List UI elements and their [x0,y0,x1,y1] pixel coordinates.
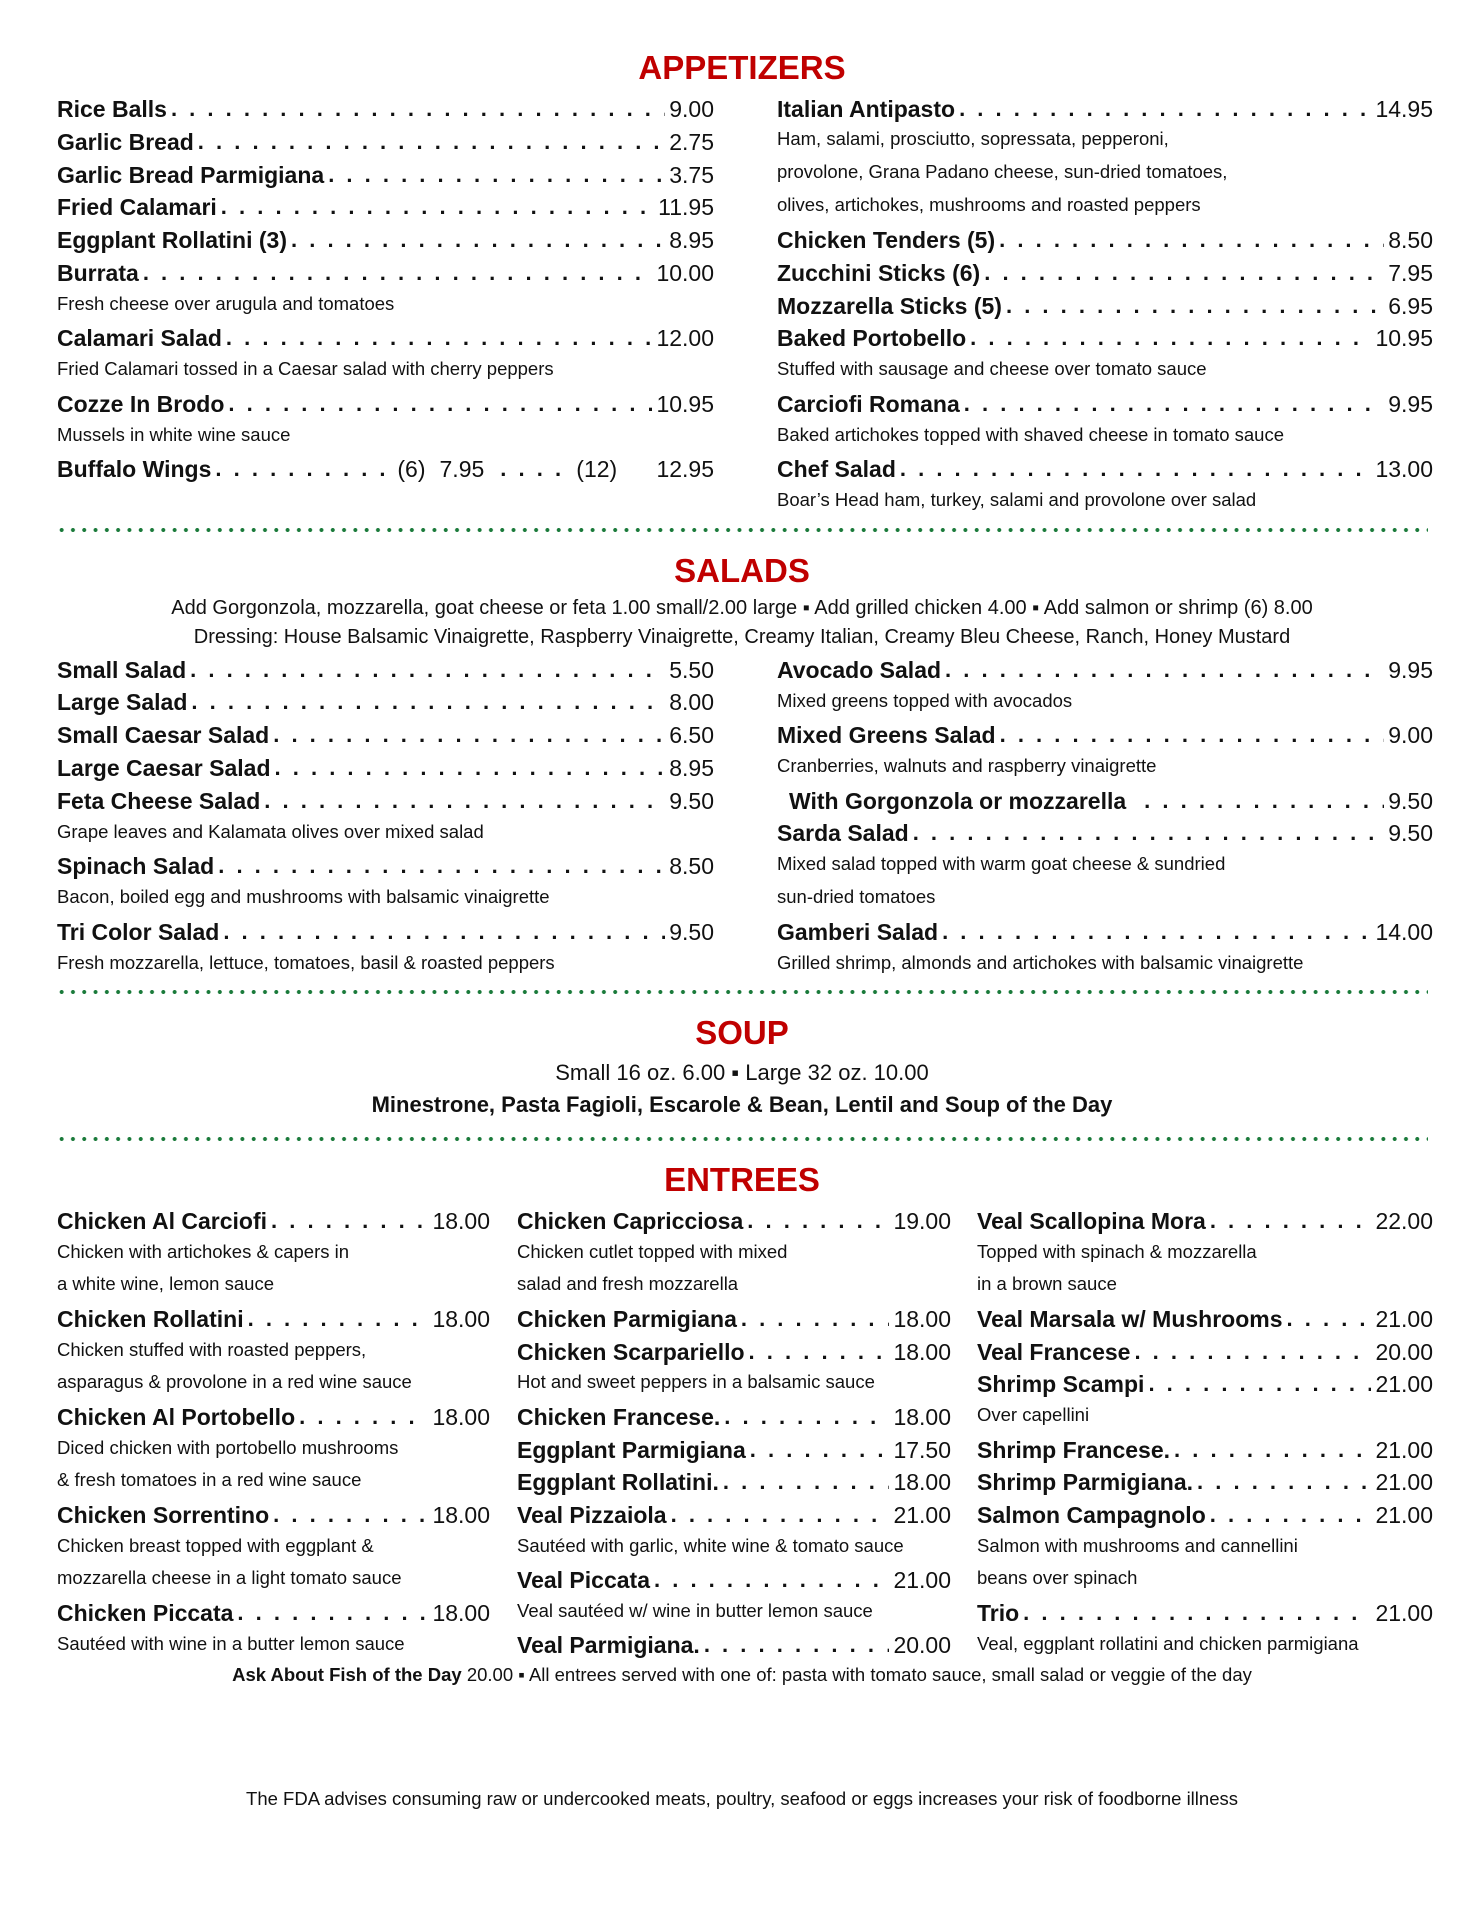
dotted-divider [56,1136,1428,1142]
item-price: 8.50 [1388,226,1433,253]
item-name: Chicken Francese. [517,1403,721,1430]
item-description: Grape leaves and Kalamata olives over mixed salad [57,821,484,842]
soup-sizes: Small 16 oz. 6.00 ▪ Large 32 oz. 10.00 [555,1060,929,1085]
item-name: Cozze In Brodo [57,390,225,417]
menu-item [977,1467,1433,1497]
item-description: Boar’s Head ham, turkey, salami and provolone over salad [777,489,1257,510]
item-price: 21.00 [893,1566,951,1593]
item-price: 11.95 [658,193,714,220]
dot-leader [143,260,653,286]
dot-leader [984,260,1384,286]
item-description: Mixed salad topped with warm goat cheese & sundried [777,853,1226,874]
item-name: Trio [977,1599,1020,1626]
item-name: Veal Scallopina Mora [977,1207,1206,1234]
dot-leader [1144,788,1384,814]
item-name: Carciofi Romana [777,390,960,417]
item-price: 6.50 [669,721,714,748]
menu-item [977,1435,1433,1465]
item-name: Burrata [57,259,139,286]
item-price: 8.50 [669,852,714,879]
item-name: Veal Marsala w/ Mushrooms [977,1305,1283,1332]
dot-leader [750,1437,890,1463]
item-price: 17.50 [893,1436,951,1463]
dotted-divider [56,527,1428,533]
menu-item [777,389,1433,419]
dot-leader [1287,1306,1372,1332]
item-description: Fried Calamari tossed in a Caesar salad with cherry peppers [57,358,554,379]
dot-leader [999,227,1384,253]
item-price: 9.50 [669,787,714,814]
item-description: Sautéed with wine in a butter lemon sauce [57,1633,405,1654]
dot-leader [1006,293,1384,319]
item-price: 21.00 [1375,1599,1433,1626]
item-description: beans over spinach [977,1567,1138,1588]
dot-leader [1210,1502,1372,1528]
item-name: Chicken Piccata [57,1599,234,1626]
dot-leader [299,1404,428,1430]
item-description: Chicken cutlet topped with mixed [517,1241,788,1262]
item-price: 18.00 [432,1599,490,1626]
item-description: in a brown sauce [977,1273,1117,1294]
menu-item [777,94,1433,124]
menu-item [57,1402,490,1432]
item-description: Diced chicken with portobello mushrooms [57,1437,399,1458]
menu-item [517,1435,951,1465]
dot-leader [223,919,665,945]
dot-leader [248,1306,429,1332]
item-price: 22.00 [1375,1207,1433,1234]
item-price: 10.95 [1375,324,1433,351]
item-price: 21.00 [1375,1370,1433,1397]
item-price: 9.00 [1388,721,1433,748]
item-name: Veal Francese [977,1338,1131,1365]
menu-item [57,160,714,190]
item-name: Buffalo Wings [57,455,212,482]
salads-addons-note: Add Gorgonzola, mozzarella, goat cheese or feta 1.00 small/2.00 large ▪ Add grilled chicken 4.00 ▪ Add salmon or shrimp (6) 8.00 [171,597,1313,619]
item-price: 8.00 [669,688,714,715]
item-price: 21.00 [1375,1436,1433,1463]
menu-item [57,1304,490,1334]
item-price: 5.50 [669,656,714,683]
item-name: Shrimp Parmigiana. [977,1468,1194,1495]
item-price: 2.75 [669,128,714,155]
item-price: 12.00 [656,324,714,351]
item-description: Ham, salami, prosciutto, sopressata, pepperoni, [777,128,1169,149]
dot-leader [218,853,665,879]
item-name: Veal Parmigiana. [517,1631,700,1658]
menu-item [977,1337,1433,1367]
dot-leader [747,1208,889,1234]
dot-leader [704,1632,890,1658]
menu-item [777,225,1433,255]
item-description: Mussels in white wine sauce [57,424,291,445]
item-name: With Gorgonzola or mozzarella [789,787,1127,814]
entrees-title: ENTREES [664,1161,820,1198]
item-price: 9.50 [1388,819,1433,846]
item-price: 10.00 [656,259,714,286]
menu-item [57,323,714,353]
dot-leader [959,96,1371,122]
item-name: Eggplant Rollatini. [517,1468,719,1495]
item-name: Chicken Al Carciofi [57,1207,268,1234]
menu-item [977,1304,1433,1334]
item-description: & fresh tomatoes in a red wine sauce [57,1469,362,1490]
dot-leader [1197,1469,1371,1495]
item-description: Baked artichokes topped with shaved cheese in tomato sauce [777,424,1285,445]
item-name: Fried Calamari [57,193,217,220]
menu-item [57,753,714,783]
menu-item [57,1206,490,1236]
menu-item [57,786,714,816]
item-price: 21.00 [1375,1468,1433,1495]
menu-item [517,1206,951,1236]
menu-item [57,1598,490,1628]
item-name: Chicken Al Portobello [57,1403,296,1430]
menu-item [977,1206,1433,1236]
menu-item [57,687,714,717]
item-price: 18.00 [893,1305,951,1332]
item-price: 20.00 [1375,1338,1433,1365]
dot-leader [913,820,1385,846]
item-description: Over capellini [977,1404,1090,1425]
item-price: 3.75 [669,161,714,188]
item-name: Garlic Bread [57,128,194,155]
item-name: Small Caesar Salad [57,721,270,748]
item-price: 21.00 [1375,1305,1433,1332]
item-description: Sautéed with garlic, white wine & tomato sauce [517,1535,904,1556]
item-price: 12.95 [656,455,714,482]
item-description: Grilled shrimp, almonds and artichokes with balsamic vinaigrette [777,952,1304,973]
item-name: Large Salad [57,688,188,715]
item-description: Cranberries, walnuts and raspberry vinaigrette [777,755,1157,776]
menu-item [777,258,1433,288]
dot-leader [190,657,665,683]
item-price: 14.95 [1375,95,1433,122]
item-name: Garlic Bread Parmigiana [57,161,325,188]
dot-leader [215,456,385,482]
item-price: 9.95 [1388,656,1433,683]
item-price: 7.95 [439,455,485,482]
item-name: Feta Cheese Salad [57,787,261,814]
item-price: 7.95 [1388,259,1433,286]
item-name: Calamari Salad [57,324,222,351]
menu-item [517,1565,951,1595]
menu-item [517,1467,951,1497]
menu-item [57,655,714,685]
item-price: 13.00 [1375,455,1433,482]
menu-item [789,786,1433,816]
dot-leader [273,722,665,748]
dot-leader [964,391,1384,417]
menu-item [777,917,1433,947]
item-price: 18.00 [432,1403,490,1430]
dot-leader [970,325,1371,351]
item-description: salad and fresh mozzarella [517,1273,739,1294]
item-description: sun-dried tomatoes [777,886,936,907]
item-description: Hot and sweet peppers in a balsamic sauce [517,1371,875,1392]
item-price: 9.50 [669,918,714,945]
item-price: (6) [397,455,426,482]
menu-item [777,655,1433,685]
item-name: Veal Pizzaiola [517,1501,667,1528]
item-price: (12) [576,455,618,482]
item-description: a white wine, lemon sauce [57,1273,274,1294]
item-name: Mozzarella Sticks (5) [777,292,1002,319]
item-description: Chicken stuffed with roasted peppers, [57,1339,367,1360]
item-description: Salmon with mushrooms and cannellini [977,1535,1298,1556]
item-price: 19.00 [893,1207,951,1234]
item-name: Spinach Salad [57,852,215,879]
salads-title: SALADS [674,552,810,589]
item-description: asparagus & provolone in a red wine sauce [57,1371,412,1392]
menu-item [57,192,714,222]
dot-leader [900,456,1372,482]
item-name: Chicken Tenders (5) [777,226,996,253]
item-description: olives, artichokes, mushrooms and roasted peppers [777,194,1201,215]
dotted-divider [56,989,1428,995]
menu-item [57,1500,490,1530]
dot-leader [198,129,665,155]
menu-item-buffalo-wings [57,454,714,484]
dot-leader [723,1469,890,1495]
item-description: Stuffed with sausage and cheese over tomato sauce [777,358,1207,379]
dot-leader [654,1567,889,1593]
dot-leader [1023,1600,1371,1626]
item-price: 9.95 [1388,390,1433,417]
entrees-footer-note: Ask About Fish of the Day 20.00 ▪ All entrees served with one of: pasta with tomato sauce, small salad or veggie of the day [232,1664,1252,1685]
dot-leader [237,1600,428,1626]
item-price: 8.95 [669,754,714,781]
dot-leader [671,1502,890,1528]
item-name: Italian Antipasto [777,95,956,122]
item-price: 21.00 [893,1501,951,1528]
item-name: Large Caesar Salad [57,754,271,781]
item-name: Eggplant Rollatini (3) [57,226,287,253]
item-price: 9.50 [1388,787,1433,814]
menu-item [777,720,1433,750]
dot-leader [500,456,560,482]
item-price: 18.00 [432,1305,490,1332]
dot-leader [749,1339,890,1365]
item-name: Salmon Campagnolo [977,1501,1206,1528]
item-description: Fresh mozzarella, lettuce, tomatoes, basil & roasted peppers [57,952,555,973]
item-name: Chicken Parmigiana [517,1305,737,1332]
dot-leader [1174,1437,1371,1463]
item-name: Eggplant Parmigiana [517,1436,746,1463]
soup-varieties: Minestrone, Pasta Fagioli, Escarole & Bean, Lentil and Soup of the Day [371,1092,1113,1117]
item-description: provolone, Grana Padano cheese, sun-dried tomatoes, [777,161,1228,182]
menu-item [57,94,714,124]
menu-item [57,917,714,947]
item-price: 18.00 [893,1468,951,1495]
item-name: Zucchini Sticks (6) [777,259,981,286]
dot-leader [1148,1371,1371,1397]
dot-leader [942,919,1371,945]
item-name: Chicken Capricciosa [517,1207,744,1234]
appetizers-title: APPETIZERS [638,49,846,86]
menu-item [57,720,714,750]
dot-leader [228,391,652,417]
item-description: Mixed greens topped with avocados [777,690,1073,711]
item-price: 18.00 [432,1207,490,1234]
dot-leader [724,1404,889,1430]
dot-leader [1210,1208,1372,1234]
menu-item [517,1630,951,1660]
menu-item [977,1369,1433,1399]
menu-item [517,1304,951,1334]
item-name: Chicken Rollatini [57,1305,244,1332]
item-name: Tri Color Salad [57,918,220,945]
item-price: 10.95 [656,390,714,417]
menu-item [517,1337,951,1367]
item-name: Baked Portobello [777,324,967,351]
item-price: 18.00 [432,1501,490,1528]
item-name: Shrimp Scampi [977,1370,1145,1397]
dot-leader [273,1502,428,1528]
item-price: 8.95 [669,226,714,253]
dot-leader [226,325,653,351]
dot-leader [171,96,665,122]
item-name: Small Salad [57,656,187,683]
item-price: 14.00 [1375,918,1433,945]
item-name: Chicken Scarpariello [517,1338,745,1365]
item-name: Mixed Greens Salad [777,721,996,748]
fda-disclaimer: The FDA advises consuming raw or undercooked meats, poultry, seafood or eggs increases your risk of foodborne illness [246,1788,1238,1809]
dot-leader [275,755,666,781]
item-price: 18.00 [893,1403,951,1430]
item-name: Sarda Salad [777,819,909,846]
dot-leader [1000,722,1385,748]
item-description: mozzarella cheese in a light tomato sauce [57,1567,402,1588]
menu-item [777,818,1433,848]
item-name: Veal Piccata [517,1566,650,1593]
dot-leader [741,1306,890,1332]
menu-item [517,1500,951,1530]
menu-item [777,454,1433,484]
dot-leader [291,227,665,253]
item-description: Veal sautéed w/ wine in butter lemon sauce [517,1600,873,1621]
menu-item [977,1598,1433,1628]
item-description: Chicken with artichokes & capers in [57,1241,350,1262]
item-name: Avocado Salad [777,656,942,683]
item-description: Bacon, boiled egg and mushrooms with balsamic vinaigrette [57,886,550,907]
item-price: 18.00 [893,1338,951,1365]
dot-leader [271,1208,428,1234]
dot-leader [264,788,665,814]
item-price: 21.00 [1375,1501,1433,1528]
item-price: 20.00 [893,1631,951,1658]
item-price: 6.95 [1388,292,1433,319]
item-price: 9.00 [669,95,714,122]
menu-item [777,323,1433,353]
dot-leader [328,162,665,188]
menu-item [777,291,1433,321]
menu-item [57,127,714,157]
menu-item [517,1402,951,1432]
soup-title: SOUP [695,1014,789,1051]
dot-leader [1134,1339,1371,1365]
menu-item [57,851,714,881]
menu-item [57,258,714,288]
item-name: Chef Salad [777,455,896,482]
item-description: Veal, eggplant rollatini and chicken parmigiana [977,1633,1359,1654]
salads-dressing-note: Dressing: House Balsamic Vinaigrette, Raspberry Vinaigrette, Creamy Italian, Creamy Bleu Cheese, Ranch, Honey Mustard [193,626,1291,648]
menu-item [977,1500,1433,1530]
item-description: Fresh cheese over arugula and tomatoes [57,293,395,314]
menu-item [57,389,714,419]
item-name: Shrimp Francese. [977,1436,1171,1463]
dot-leader [221,194,654,220]
menu-item [57,225,714,255]
dot-leader [191,689,665,715]
item-name: Rice Balls [57,95,167,122]
dot-leader [945,657,1384,683]
item-name: Chicken Sorrentino [57,1501,270,1528]
item-description: Chicken breast topped with eggplant & [57,1535,374,1556]
item-name: Gamberi Salad [777,918,939,945]
item-description: Topped with spinach & mozzarella [977,1241,1257,1262]
